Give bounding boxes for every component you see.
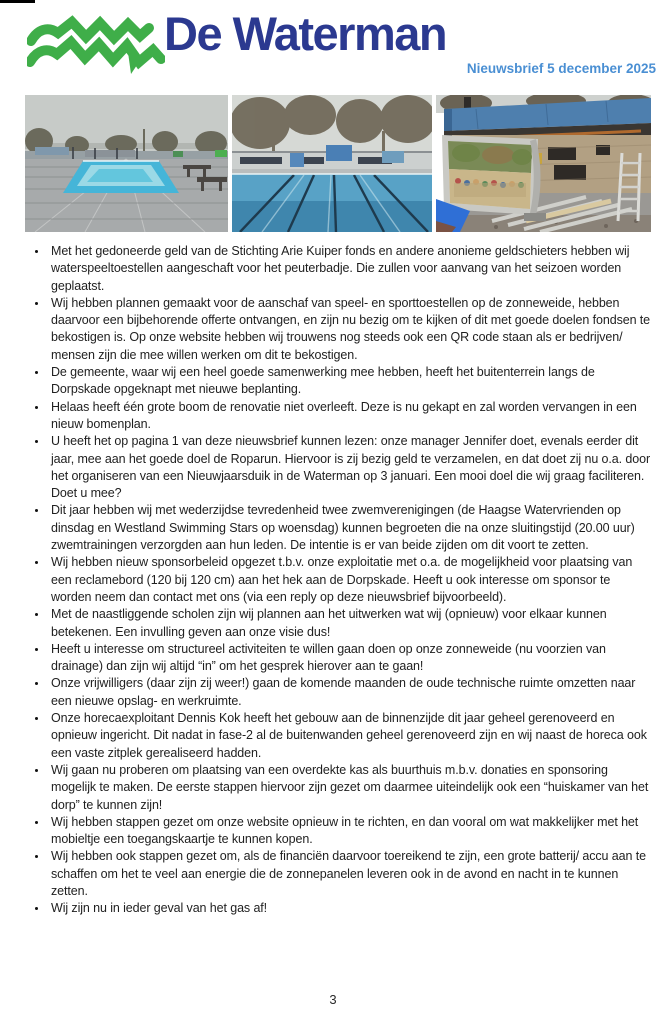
- building-renovation-photo: [436, 95, 651, 232]
- ladder: [618, 153, 640, 221]
- bullet-item: • Wij zijn nu in ieder geval van het gas af!: [48, 900, 652, 917]
- page-title: De Waterman: [164, 7, 447, 60]
- bullet-item: • Wij hebben plannen gemaakt voor de aanschaf van speel- en sporttoestellen op de zonneweide, hebben daarvoor een bijbehorende offerte ontvangen, en zijn nu bezig om te kijken of dit met goede doelen fondsen te bekostigen is. Op onze website hebben wij trouwens nog steeds ook een QR code staan als er bedrijven/ mensen zijn die mee willen werken om dit te bekostigen.: [48, 295, 652, 364]
- newsletter-body: [30, 243, 652, 918]
- bullet-item: • Dit jaar hebben wij met wederzijdse tevredenheid twee zwemverenigingen (de Haagse Watervrienden op dinsdag en Westland Swimming Stars op woensdag) kunnen begroeten die na onze sluitingstijd (20.00 uur) zwemtrainingen verzorgden aan hun leden. De intentie is er van beide zijden om dit voort te zetten.: [48, 502, 652, 554]
- bullet-item: • Met het gedoneerde geld van de Stichting Arie Kuiper fonds en andere anonieme geldschieters hebben wij waterspeeltoestellen aangeschaft voor het peuterbadje. Die zullen voor aanvang van het seizoen worden geplaatst.: [48, 243, 652, 295]
- photo-strip: [25, 95, 651, 232]
- bullet-item: • Onze vrijwilligers (daar zijn zij weer!) gaan de komende maanden de oude technische ruimte omzetten naar een nieuwe opslag- en werkruimte.: [48, 675, 652, 710]
- bullet-item: • Met de naastliggende scholen zijn wij plannen aan het uitwerken wat wij (opnieuw) voor elkaar kunnen betekenen. Een invulling geven aan onze visie dus!: [48, 606, 652, 641]
- newsletter-date-label: Nieuwsbrief 5 december 2025: [466, 61, 656, 76]
- bullet-item: • Helaas heeft één grote boom de renovatie niet overleeft. Deze is nu gekapt en zal worden vervangen in een nieuw bomenplan.: [48, 399, 652, 434]
- bullet-item: • Wij hebben ook stappen gezet om, als de financiën daarvoor toereikend te zijn, een grote batterij/ accu aan te schaffen om het te veel aan energie die de zonnepanelen leveren ook in de avond en nacht in te kunnen zetten.: [48, 848, 652, 900]
- waterman-waves-logo-icon: [27, 14, 165, 91]
- bullet-item: • Onze horecaexploitant Dennis Kok heeft het gebouw aan de binnenzijde dit jaar geheel gerenoveerd en opnieuw ingericht. Dit nadat in fase-2 al de buitenwanden geheel gerenoveerd zijn en wij naast de horeca ook een vaste zitplek gerealiseerd hadden.: [48, 710, 652, 762]
- competition-pool-photo: [232, 95, 432, 232]
- bullet-item: • Wij gaan nu proberen om plaatsing van een overdekte kas als buurthuis m.b.v. donaties en sponsoring mogelijk te maken. De eerste stappen hiervoor zijn gezet om daarmee uiteindelijk ook een “huiskamer van het dorp” te kunnen zijn!: [48, 762, 652, 814]
- bullet-item: • Wij hebben nieuw sponsorbeleid opgezet t.b.v. onze exploitatie met o.a. de mogelijkheid voor plaatsing van een reclamebord (120 bij 120 cm) aan het hek aan de Dorpskade. Heeft u ook interesse om sponsor te worden neem dan contact met ons (via een reply op deze nieuwsbrief bijvoorbeeld).: [48, 554, 652, 606]
- bullet-item: • Wij hebben stappen gezet om onze website opnieuw in te richten, en dan vooral om wat makkelijker met het mobieltje een toegangskaartje te kunnen kopen.: [48, 814, 652, 849]
- bullet-item: • U heeft het op pagina 1 van deze nieuwsbrief kunnen lezen: onze manager Jennifer doet, evenals eerder dit jaar, mee aan het goede doel de Roparun. Hiervoor is zij bezig geld te verzamelen, en dat doet zij nu o.a. door het organiseren van een Nieuwjaarsduik in de Waterman op 3 januari. Een mooi doel die wij graag faciliteren. Doet u mee?: [48, 433, 652, 502]
- bullet-item: • Heeft u interesse om structureel activiteiten te willen gaan doen op onze zonneweide (nu voorzien van drainage) dan zijn wij altijd “in” om het gesprek hierover aan te gaan!: [48, 641, 652, 676]
- page-number: 3: [329, 992, 337, 1007]
- page-edge-mark: [0, 0, 35, 3]
- bullet-list: [30, 243, 652, 918]
- toddler-pool-photo: [25, 95, 228, 232]
- bullet-item: • De gemeente, waar wij een heel goede samenwerking mee hebben, heeft het buitenterrein langs de Dorpskade opgeknapt met nieuwe beplanting.: [48, 364, 652, 399]
